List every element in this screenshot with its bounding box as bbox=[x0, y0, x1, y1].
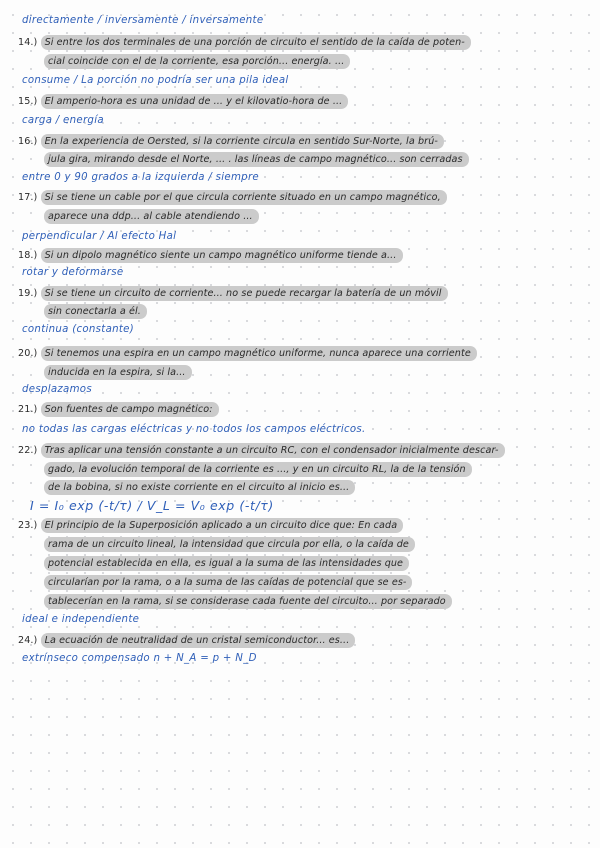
question-number: 23.) bbox=[18, 520, 38, 531]
question-line-continued bbox=[44, 57, 350, 67]
question-line bbox=[18, 137, 444, 147]
answer-line: consume / La porción no podría ser una pila ideal bbox=[22, 75, 289, 86]
answer-line: carga / energía bbox=[22, 115, 104, 126]
answer-line: perpendicular / Al efecto Hal bbox=[22, 231, 177, 242]
question-text: de la bobina, si no existe corriente en el circuito al inicio es... bbox=[44, 480, 355, 495]
answer-formula: I = I₀ exp (-t/τ) / V_L = V₀ exp (-t/τ) bbox=[30, 498, 274, 513]
question-line bbox=[18, 349, 477, 359]
question-line bbox=[18, 38, 471, 48]
question-text: Si entre los dos terminales de una porción de circuito el sentido de la caída de poten- bbox=[41, 35, 471, 50]
question-text: tablecerían en la rama, si se considerase cada fuente del circuito... por separado bbox=[44, 594, 452, 609]
answer-line: desplazamos bbox=[22, 384, 92, 395]
question-text: potencial establecida en ella, es igual a la suma de las intensidades que bbox=[44, 556, 409, 571]
question-number: 22.) bbox=[18, 445, 38, 456]
question-text: Si se tiene un cable por el que circula corriente situado en un campo magnético, bbox=[41, 190, 447, 205]
question-line bbox=[18, 97, 348, 107]
question-line bbox=[18, 636, 355, 646]
answer-line: rotar y deformarse bbox=[22, 267, 124, 278]
question-line-continued bbox=[44, 465, 472, 475]
question-line bbox=[18, 405, 219, 415]
answer-line: extrínseco compensado n + N_A = p + N_D bbox=[22, 653, 257, 664]
question-line-continued bbox=[44, 155, 469, 165]
question-line bbox=[18, 193, 447, 203]
question-text: inducida en la espira, si la... bbox=[44, 365, 192, 380]
question-number: 20.) bbox=[18, 348, 38, 359]
answer-line: continua (constante) bbox=[22, 324, 135, 335]
question-line bbox=[18, 521, 403, 531]
question-line bbox=[18, 251, 403, 261]
question-text: jula gira, mirando desde el Norte, ... . las líneas de campo magnético... son cerradas bbox=[44, 152, 469, 167]
question-line bbox=[18, 289, 448, 299]
question-text: El principio de la Superposición aplicado a un circuito dice que: En cada bbox=[41, 518, 404, 533]
question-line-continued bbox=[44, 578, 412, 588]
question-line-continued bbox=[44, 597, 452, 607]
question-number: 21.) bbox=[18, 404, 38, 415]
answer-line: ideal e independiente bbox=[22, 614, 140, 625]
question-number: 16.) bbox=[18, 136, 38, 147]
question-text: circularían por la rama, o a la suma de las caídas de potencial que se es- bbox=[44, 575, 412, 590]
question-text: Si se tiene un circuito de corriente... no se puede recargar la batería de un móvil bbox=[41, 286, 448, 301]
question-text: La ecuación de neutralidad de un cristal semiconductor... es... bbox=[41, 633, 356, 648]
question-text: cial coincide con el de la corriente, esa porción... energía. ... bbox=[44, 54, 350, 69]
question-line bbox=[18, 446, 505, 456]
question-text: gado, la evolución temporal de la corriente es ..., y en un circuito RL, la de la tensión bbox=[44, 462, 472, 477]
question-number: 24.) bbox=[18, 635, 38, 646]
question-number: 14.) bbox=[18, 37, 38, 48]
question-number: 15.) bbox=[18, 96, 38, 107]
question-text: Si tenemos una espira en un campo magnético uniforme, nunca aparece una corriente bbox=[41, 346, 477, 361]
question-text: Si un dipolo magnético siente un campo magnético uniforme tiende a... bbox=[41, 248, 403, 263]
question-line-continued bbox=[44, 540, 415, 550]
question-text: rama de un circuito lineal, la intensidad que circula por ella, o la caída de bbox=[44, 537, 415, 552]
question-number: 18.) bbox=[18, 250, 38, 261]
question-text: En la experiencia de Oersted, si la corriente circula en sentido Sur-Norte, la brú- bbox=[41, 134, 444, 149]
question-line-continued bbox=[44, 483, 355, 493]
answer-line: directamente / inversamente / inversamente bbox=[22, 15, 264, 26]
answer-line: no todas las cargas eléctricas y no todos los campos eléctricos. bbox=[22, 424, 366, 435]
question-text: sin conectarla a él. bbox=[44, 304, 147, 319]
question-number: 19.) bbox=[18, 288, 38, 299]
question-text: Son fuentes de campo magnético: bbox=[41, 402, 219, 417]
question-line-continued bbox=[44, 212, 259, 222]
question-text: El amperio-hora es una unidad de ... y el kilovatio-hora de ... bbox=[41, 94, 349, 109]
question-text: Tras aplicar una tensión constante a un circuito RC, con el condensador inicialmente descar- bbox=[41, 443, 505, 458]
question-line-continued bbox=[44, 368, 192, 378]
answer-line: entre 0 y 90 grados a la izquierda / siempre bbox=[22, 172, 259, 183]
question-line-continued bbox=[44, 307, 147, 317]
question-text: aparece una ddp... al cable atendiendo ... bbox=[44, 209, 259, 224]
question-number: 17.) bbox=[18, 192, 38, 203]
question-line-continued bbox=[44, 559, 409, 569]
